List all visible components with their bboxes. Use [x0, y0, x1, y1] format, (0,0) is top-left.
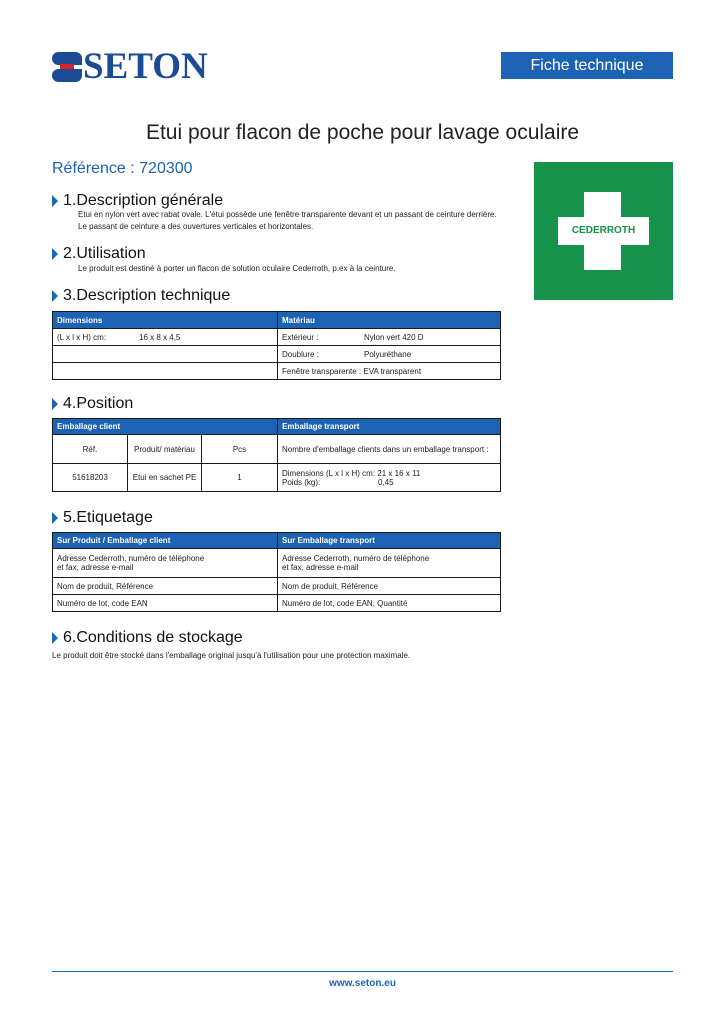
column-header: Pcs	[202, 435, 278, 464]
table-header: Sur Produit / Emballage client	[53, 533, 278, 549]
section-heading-storage: 6.Conditions de stockage	[52, 629, 243, 647]
usage-text: Le produit est destiné à porter un flacon de solution oculaire Cederroth, p.ex à la ceinture.	[78, 264, 396, 273]
table-row: Nom de produit, Référence Nom de produit, Référence	[53, 578, 501, 595]
section-heading-usage: 2.Utilisation	[52, 245, 146, 263]
column-header: Produit/ matériau	[128, 435, 202, 464]
caret-right-icon	[52, 632, 58, 644]
table-header: Emballage transport	[278, 419, 501, 435]
table-header: Dimensions	[53, 312, 278, 329]
section-heading-position: 4.Position	[52, 395, 133, 413]
position-table	[52, 418, 501, 492]
product-brand-image	[534, 162, 673, 300]
section-heading-technical: 3.Description technique	[52, 287, 230, 305]
caret-right-icon	[52, 195, 58, 207]
column-header: Réf.	[53, 435, 128, 464]
page-title: Etui pour flacon de poche pour lavage oculaire	[145, 121, 580, 144]
caret-right-icon	[52, 398, 58, 410]
reference-number: Référence : 720300	[52, 160, 193, 177]
table-header: Emballage client	[53, 419, 278, 435]
seton-logo	[52, 46, 208, 87]
table-row: Fenêtre transparente : EVA transparent	[53, 363, 501, 380]
table-row: Adresse Cederroth, numéro de téléphone et fax, adresse e-mail Adresse Cederroth, numéro de téléphone et fax, adresse e-mail	[53, 549, 501, 578]
caret-right-icon	[52, 248, 58, 260]
logo-text: SETON	[83, 46, 208, 87]
table-row: Doublure : Polyuréthane	[53, 346, 501, 363]
table-header: Sur Emballage transport	[278, 533, 501, 549]
doc-type-badge: Fiche technique	[501, 52, 673, 79]
table-row: (L x l x H) cm: 16 x 8 x 4,5 Extérieur : Nylon vert 420 D	[53, 329, 501, 346]
caret-right-icon	[52, 512, 58, 524]
section-heading-labeling: 5.Etiquetage	[52, 509, 153, 527]
table-row: 51618203 Etui en sachet PE 1 Dimensions (L x l x H) cm: 21 x 16 x 11 Poids (kg): 0,45	[53, 464, 501, 492]
table-row: Numéro de lot, code EAN Numéro de lot, code EAN, Quantité	[53, 595, 501, 612]
footer-divider	[52, 971, 673, 972]
table-header: Matériau	[278, 312, 501, 329]
caret-right-icon	[52, 290, 58, 302]
transport-note: Nombre d'emballage clients dans un emballage transport :	[278, 435, 501, 464]
seton-logo-icon	[52, 52, 82, 82]
technical-table	[52, 311, 501, 380]
brand-name: CEDERROTH	[571, 225, 636, 236]
storage-text: Le produit doit être stocké dans l'emballage original jusqu'à l'utilisation pour une protection maximale.	[52, 651, 411, 660]
labeling-table	[52, 532, 501, 612]
section-heading-description: 1.Description générale	[52, 192, 223, 210]
description-text: Etui en nylon vert avec rabat ovale. L'étui possède une fenêtre transparente devant et un passant de ceinture derrière. Le passant de ceinture a des ouvertures verticales et horizontales.	[78, 210, 497, 231]
footer-link[interactable]: www.seton.eu	[329, 978, 396, 989]
